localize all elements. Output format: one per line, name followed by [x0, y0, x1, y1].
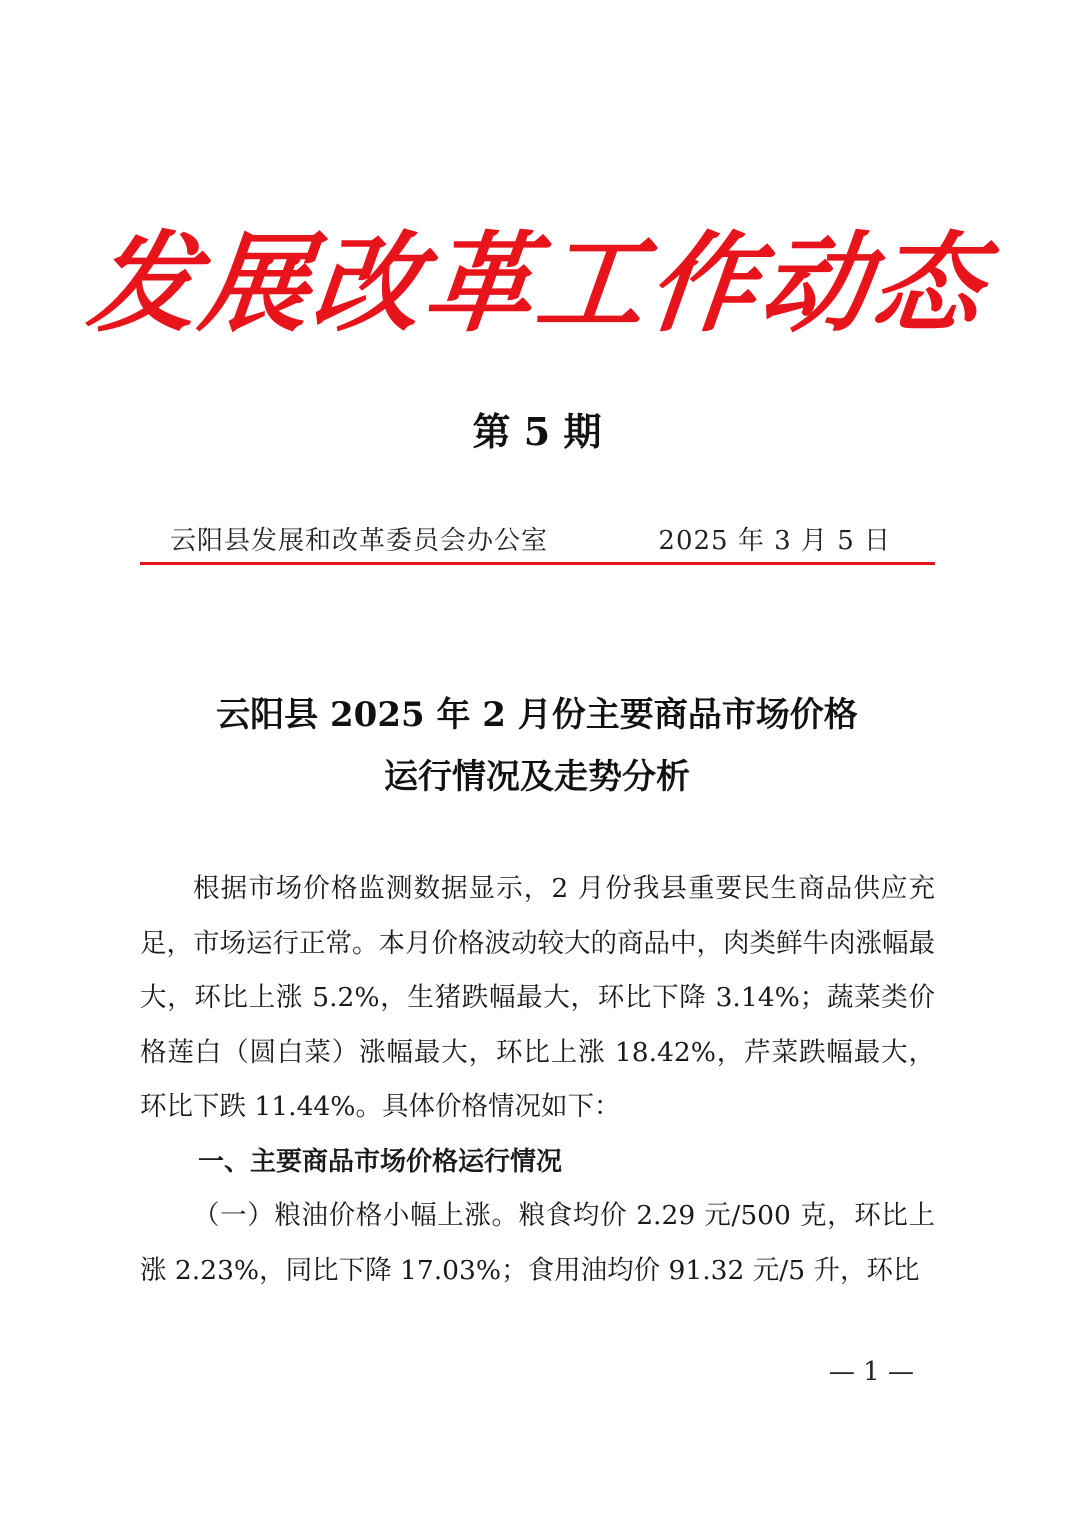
page-number: — 1 —	[828, 1357, 914, 1387]
issue-date: 2025 年 3 月 5 日	[658, 526, 891, 556]
section-heading: 一、主要商品市场价格运行情况	[198, 1146, 563, 1177]
document-title-line-2: 运行情况及走势分析	[384, 757, 690, 797]
intro-paragraph: 根据市场价格监测数据显示，2 月份我县重要民生商品供应充足，市场运行正常。本月价格波动较大的商品中，肉类鲜牛肉涨幅最大，环比上涨 5.2%，生猪跌幅最大，环比下降 3.14%；蔬菜类价格莲白（圆白菜）涨幅最大，环比上涨 18.42%，芹菜跌幅最大，环比下跌 11.44%。具体价格情况如下：	[140, 873, 935, 1122]
issuing-office: 云阳县发展和改革委员会办公室	[170, 526, 549, 556]
document-title	[0, 684, 1074, 808]
header-info	[140, 518, 935, 564]
masthead-title: 发展改革工作动态	[82, 222, 992, 347]
section-paragraph: （一）粮油价格小幅上涨。粮食均价 2.29 元/500 克，环比上涨 2.23%，同比下降 17.03%；食用油均价 91.32 元/5 升，环比	[140, 1200, 935, 1286]
document-body	[140, 862, 935, 1298]
document-title-line-1: 云阳县 2025 年 2 月份主要商品市场价格	[216, 695, 858, 735]
red-divider	[140, 562, 935, 565]
issue-number: 第 5 期	[472, 409, 602, 454]
